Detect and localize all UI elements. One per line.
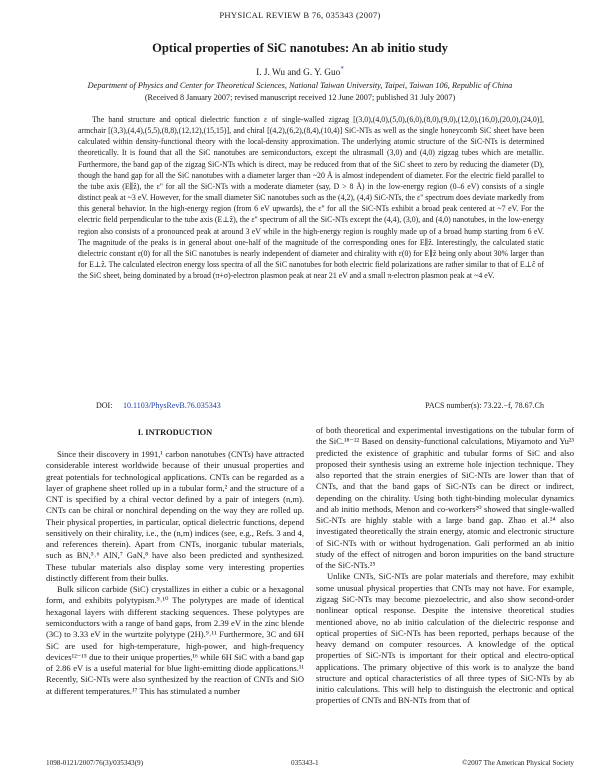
doi-label: DOI:	[96, 401, 113, 410]
paper-title: Optical properties of SiC nanotubes: An ab initio study	[152, 41, 448, 55]
footer-page-number: 035343-1	[291, 759, 319, 767]
footer-issn: 1098-0121/2007/76(3)/035343(9)	[46, 759, 144, 767]
doi-link[interactable]: 10.1103/PhysRevB.76.035343	[123, 401, 221, 410]
pacs-numbers: PACS number(s): 73.22.−f, 78.67.Ch	[425, 401, 544, 410]
paragraph: of both theoretical and experimental investigations on the tubular form of the SiC.¹⁸⁻²² Based on density-functional calculations, Miyamoto and Yu²³ predicted the existence of graphitic and tubular forms of SiC and also proposed their synthesis using an extreme hole injection technique. They also reported that the strain energies of SiC-NTs are lower than that of CNTs, and that the band gaps of SiC-NTs can be direct or indirect, depending on the chirality. Using both tight-binding molecular dynamics and ab initio methods, Menon and co-workers²⁰ showed that single-walled SiC-NTs are highly stable with a large band gap. Zhao et al.²⁴ also investigated theoretically the strain energy, atomic and electronic structure of SiC-NTs with or without hydrogenation. Gali performed an ab initio study of the effect of nitrogen and boron impurities on the band structure of the SiC-NTs.²⁵	[316, 425, 574, 571]
received-dates: (Received 8 January 2007; revised manuscript received 12 June 2007; published 31 July 2007)	[144, 93, 456, 102]
body-column-left	[46, 449, 304, 697]
abstract: The band structure and optical dielectric function ε of single-walled zigzag [(3,0),(4,0),(5,0),(6,0),(8,0),(9,0),(12,0),(16,0),(20,0),(24,0)], armchair [(3,3),(4,4),(5,5),(8,8),(12,12),(15,15)], and chiral [(4,2),(6,2),(8,4),(10,4)] SiC-NTs as well as the single honeycomb SiC sheet have been calculated within density-functional theory with the local-density approximation. The underlying atomic structure of the SiC-NTs is determined theoretically. It is found that all the SiC nanotubes are semiconductors, except the ultrasmall (3,0) and (4,0) zigzag tubes which are metallic. Furthermore, the band gap of the zigzag SiC-NTs which is direct, may be reduced from that of the SiC sheet to zero by reducing the diameter (D), though the band gap for all the SiC nanotubes with a diameter larger than ~20 Å is almost independent of diameter. For the electric field parallel to the tube axis (E∥ẑ), the ε'' for all the SiC-NTs with a moderate diameter (say, D > 8 Å) in the low-energy region (0–6 eV) consists of a single distinct peak at ~3 eV. However, for the small diameter SiC nanotubes such as the (4,2), (4,4) SiC-NTs, the ε'' spectrum does deviate markedly from this general behavior. In the high-energy region (from 6 eV upwards), the ε'' for all the SiC-NTs exhibit a broad peak centered at ~7 eV. For the electric field perpendicular to the tube axis (E⊥ẑ), the ε'' spectrum of all the SiC-NTs except the (4,4), (3,0), and (4,0) nanotubes, in the low-energy region also consists of a pronounced peak at around 3 eV while in the high-energy region is roughly made up of a broad hump starting from 6 eV. The magnitude of the peaks is in general about one-half of the magnitude of the corresponding ones for E∥ẑ. Interestingly, the calculated static dielectric constant ε(0) for all the SiC nanotubes is nearly independent of diameter and chirality with ε(0) for E∥ẑ being only about 30% larger than for E⊥ẑ. The calculated electron energy loss spectra of all the SiC nanotubes for both electric field polarizations are rather similar to that of E⊥ĉ of the SiC sheet, being dominated by a broad (π+σ)-electron plasmon peak at near 21 eV and a small π-electron plasmon peak at ~4 eV.	[78, 115, 544, 281]
paragraph: Unlike CNTs, SiC-NTs are polar materials and therefore, may exhibit some unusual physical properties that CNTs may not have. For example, zigzag SiC-NTs may become piezoelectric, and also show second-order nonlinear optical response. Despite the intensive theoretical studies mentioned above, no ab initio calculation of the dielectric response and optical properties of SiC-NTs has been reported, perhaps because of the heavy demand on computer resources. A knowledge of the optical properties of SiC-NTs is important for their optical and electro-optical applications. The primary objective of this work is to analyze the band structure and optical characteristics of all three types of SiC-NTs by ab initio calculations. This will help to distinguish the electronic and optical properties of CNTs and BN-NTs from that of	[316, 571, 574, 706]
affiliation: Department of Physics and Center for Theoretical Sciences, National Taiwan University, Taipei, Taiwan 106, Republic of China	[87, 81, 513, 90]
footer-copyright: ©2007 The American Physical Society	[462, 759, 574, 767]
corresponding-author-marker[interactable]: *	[340, 64, 344, 73]
paragraph: Bulk silicon carbide (SiC) crystallizes in either a cubic or a hexagonal form, and exhibits polytypism.⁹˒¹⁰ The polytypes are made of identical hexagonal layers with different stacking sequences. These polytypes are semiconductors with a range of band gaps, from 2.39 eV in the zinc blende (3C) to 3.33 eV in the wurtzite polytype (2H).⁹˒¹¹ Furthermore, 3C and 6H SiC are used for high-temperature, high-power, and high-frequency devices¹²⁻¹⁵ due to their unique properties,¹⁶ while 6H SiC with a band gap of 2.86 eV is a useful material for blue light-emitting diode applications.¹¹ Recently, SiC-NTs were also synthesized by the reaction of CNTs and SiO at different temperatures.¹⁷ This has stimulated a number	[46, 584, 304, 696]
body-column-right	[316, 425, 574, 707]
author-names: I. J. Wu and G. Y. Guo	[256, 68, 341, 78]
section-heading-introduction: I. INTRODUCTION	[137, 428, 213, 437]
paragraph: Since their discovery in 1991,¹ carbon nanotubes (CNTs) have attracted considerable interest worldwide because of their unusual properties and great potentials for technological applications. CNTs can be regarded as a layer of graphene sheet rolled up in a tubular form,² and the structure of a CNT is specified by a chiral vector defined by a pair of integers (n,m). CNTs can be chiral or nonchiral depending on the way they are rolled up. Their physical properties, in particular, optical dielectric functions, depend sensitively on their chirality, i.e., the (n,m) indices (see, e.g., Refs. 3 and 4, and references therein). Apart from CNTs, inorganic tubular materials, such as BN,⁵˒⁶ AlN,⁷ GaN,⁸ have also been predicted and synthesized. These tubular materials also display some very interesting properties distinctly different from their bulks.	[46, 449, 304, 583]
author-line	[0, 64, 600, 78]
journal-header: PHYSICAL REVIEW B 76, 035343 (2007)	[219, 10, 381, 20]
